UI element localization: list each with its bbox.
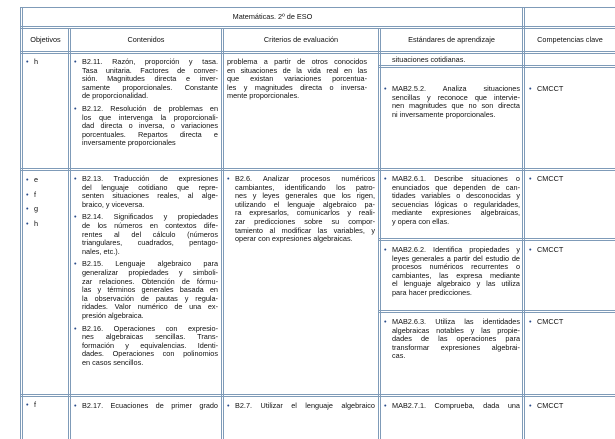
row3-competencias <box>529 402 609 411</box>
competencia-item: • CMCCT <box>529 402 609 411</box>
row3-contenidos <box>74 402 218 411</box>
contenido-item: • B2.16. Operaciones con expresio- nes algebraicas sencillas. Trans- formación y equivalencias. Identi- dades. Operaciones con polinomios en casos sencillos. <box>74 325 218 368</box>
objetivo-item: • h <box>26 58 66 67</box>
row1-estandar-continuation: situaciones cotidianas. <box>392 55 466 64</box>
estandar-item: • MAB2.6.2. Identifica propiedades y leyes generales a partir del estudio de procesos numéricos recurrentes o cambiantes, las expresa mediante el lenguaje algebraico y las utiliza para hacer predicciones. <box>384 246 520 298</box>
contenido-item: • B2.11. Razón, proporción y tasa. Tasa unitaria. Factores de conver- sión. Magnitudes directa e inver- samente proporcionales. Constante de proporcionalidad. <box>74 58 218 101</box>
row1-criterio: problema a partir de otros conocidos en situaciones de la vida real en las que existan variaciones porcentua- les y magnitudes directa o inversa- mente proporcionales. <box>227 57 367 101</box>
contenido-item: • B2.15. Lenguaje algebraico para generalizar propiedades y simboli- zar relaciones. Obtención de fórmu- las y términos generales basada en la observación de pautas y regula- ridades. Valor numérico de una ex- presión algebraica. <box>74 260 218 320</box>
row2-competencia-1 <box>529 175 609 184</box>
criterio-item: • B2.6. Analizar procesos numéricos cambiantes, identificando los patro- nes y leyes generales que los rigen, utilizando el lenguaje algebraico pa- ra expresarlos, comunicarlos y reali- zar predicciones sobre su compor- tamiento al modificar las variables, y operar con expresiones algebraicas. <box>227 175 375 244</box>
row2-contenidos <box>74 175 218 367</box>
contenido-item: • B2.17. Ecuaciones de primer grado <box>74 402 218 411</box>
contenido-item: • B2.13. Traducción de expresiones del lenguaje cotidiano que repre- senten situaciones reales, al alge- braico, y viceversa. <box>74 175 218 209</box>
row2-competencia-3 <box>529 318 609 327</box>
header-objetivos: Objetivos <box>30 35 61 44</box>
objetivo-item: • f <box>26 401 66 410</box>
estandar-item: • MAB2.5.2. Analiza situaciones sencillas y reconoce que intervie- nen magnitudes que no son directa ni inversamente proporcionales. <box>384 85 520 119</box>
estandar-item: • MAB2.6.1. Describe situaciones o enunciados que dependen de can- tidades variables o desconocidas y secuencias lógicas o regularidades, mediante expresiones algebraicas, y opera con ellas. <box>384 175 520 227</box>
header-contenidos: Contenidos <box>127 35 165 44</box>
contenido-item: • B2.12. Resolución de problemas en los que intervenga la proporcionali- dad directa o inversa, o variaciones porcentuales. Repartos directa e inversamente proporcionales <box>74 105 218 148</box>
table-title: Matemáticas. 2º de ESO <box>232 12 313 21</box>
row1-competencias <box>529 85 609 94</box>
objetivo-item: • f <box>26 188 66 203</box>
competencia-item: • CMCCT <box>529 246 609 255</box>
objetivo-item: • e <box>26 173 66 188</box>
objetivo-item: • h <box>26 217 66 232</box>
competencia-item: • CMCCT <box>529 85 609 94</box>
row2-estandar-1 <box>384 175 520 227</box>
row3-objetivos <box>26 401 66 410</box>
row2-criterios <box>227 175 375 244</box>
competencia-item: • CMCCT <box>529 318 609 327</box>
competencia-item: • CMCCT <box>529 175 609 184</box>
row3-estandares <box>384 402 520 411</box>
estandar-item: • MAB2.6.3. Utiliza las identidades algebraicas notables y las propie- dades de las operaciones para transformar expresiones algebrai- cas. <box>384 318 520 361</box>
row1-contenidos <box>74 58 218 148</box>
row3-criterios <box>227 402 375 411</box>
header-competencias: Competencias clave <box>537 35 603 44</box>
criterio-item: • B2.7. Utilizar el lenguaje algebraico <box>227 402 375 411</box>
row1-objetivos <box>26 58 66 67</box>
row2-estandar-3 <box>384 318 520 361</box>
row2-competencia-2 <box>529 246 609 255</box>
row1-estandares <box>384 85 520 119</box>
estandar-item: • MAB2.7.1. Comprueba, dada una <box>384 402 520 411</box>
contenido-item: • B2.14. Significados y propiedades de los números en contextos dife- rentes al del cálculo (números triangulares, cuadrados, pentago- nales, etc.). <box>74 213 218 256</box>
header-estandares: Estándares de aprendizaje <box>408 35 495 44</box>
header-criterios: Criterios de evaluación <box>263 35 339 44</box>
objetivo-item: • g <box>26 202 66 217</box>
row2-objetivos <box>26 173 66 231</box>
row2-estandar-2 <box>384 246 520 298</box>
curriculum-table <box>20 7 615 439</box>
